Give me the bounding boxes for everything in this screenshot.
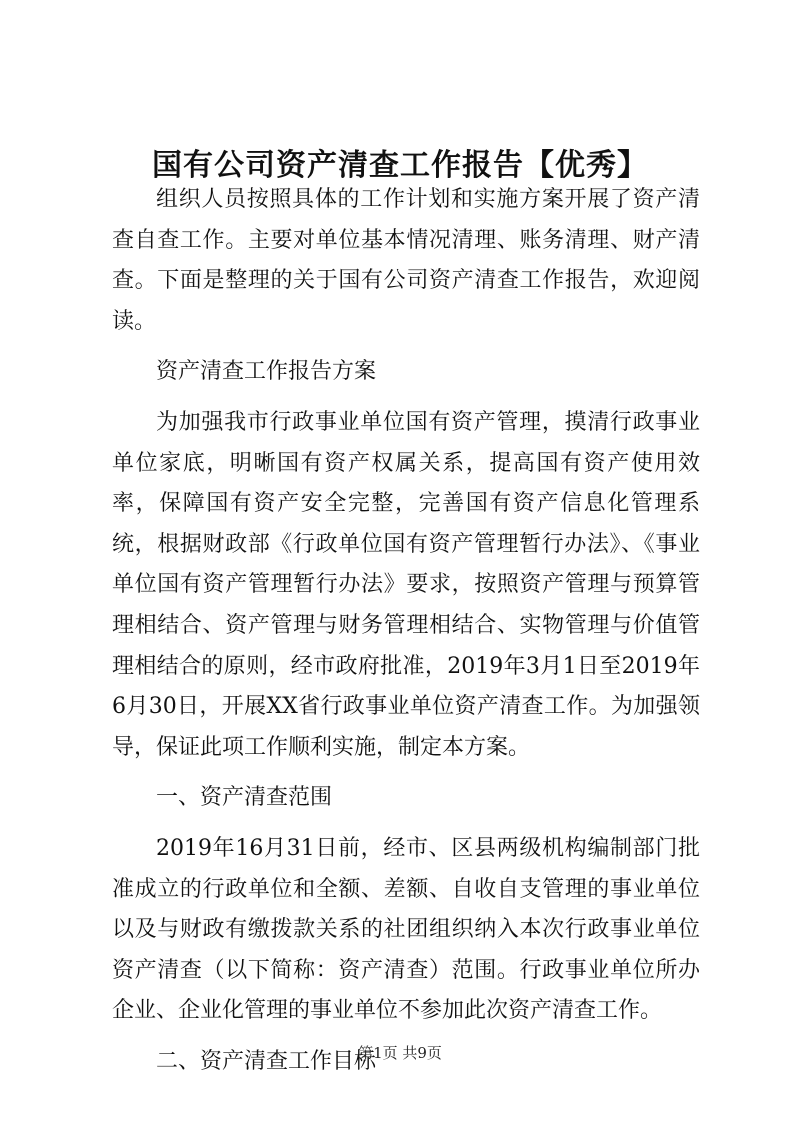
paragraph-plan: 为加强我市行政事业单位国有资产管理，摸清行政事业单位家底，明晰国有资产权属关系，提高国有资产使用效率，保障国有资产安全完整，完善国有资产信息化管理系统，根据财政部《行政单位国有资产管理暂行办法》、《事业单位国有资产管理暂行办法》要求，按照资产管理与预算管理相结合、资产管理与财务管理相结合、实物管理与价值管理相结合的原则，经市政府批准，2019年3月1日至2019年6月30日，开展XX省行政事业单位资产清查工作。为加强领导，保证此项工作顺利实施，制定本方案。 [112,409,700,760]
paragraph-intro: 组织人员按照具体的工作计划和实施方案开展了资产清查自查工作。主要对单位基本情况清理、账务清理、财产清查。下面是整理的关于国有公司资产清查工作报告，欢迎阅读。 [112,187,700,334]
document-body [112,180,700,1092]
document-title: 国有公司资产清查工作报告【优秀】 [152,148,648,183]
page-number-footer: 第1页 共9页 [358,1044,442,1062]
section-heading-plan: 资产清查工作报告方案 [156,359,377,385]
section-heading-goals: 二、资产清查工作目标 [156,1048,377,1074]
paragraph-scope: 2019年16月31日前，经市、区县两级机构编制部门批准成立的行政单位和全额、差额、自收自支管理的事业单位以及与财政有缴拨款关系的社团组织纳入本次行政事业单位资产清查（以下简称：资产清查）范围。行政事业单位所办企业、企业化管理的事业单位不参加此次资产清查工作。 [112,835,700,1024]
section-heading-scope: 一、资产清查范围 [156,785,333,811]
